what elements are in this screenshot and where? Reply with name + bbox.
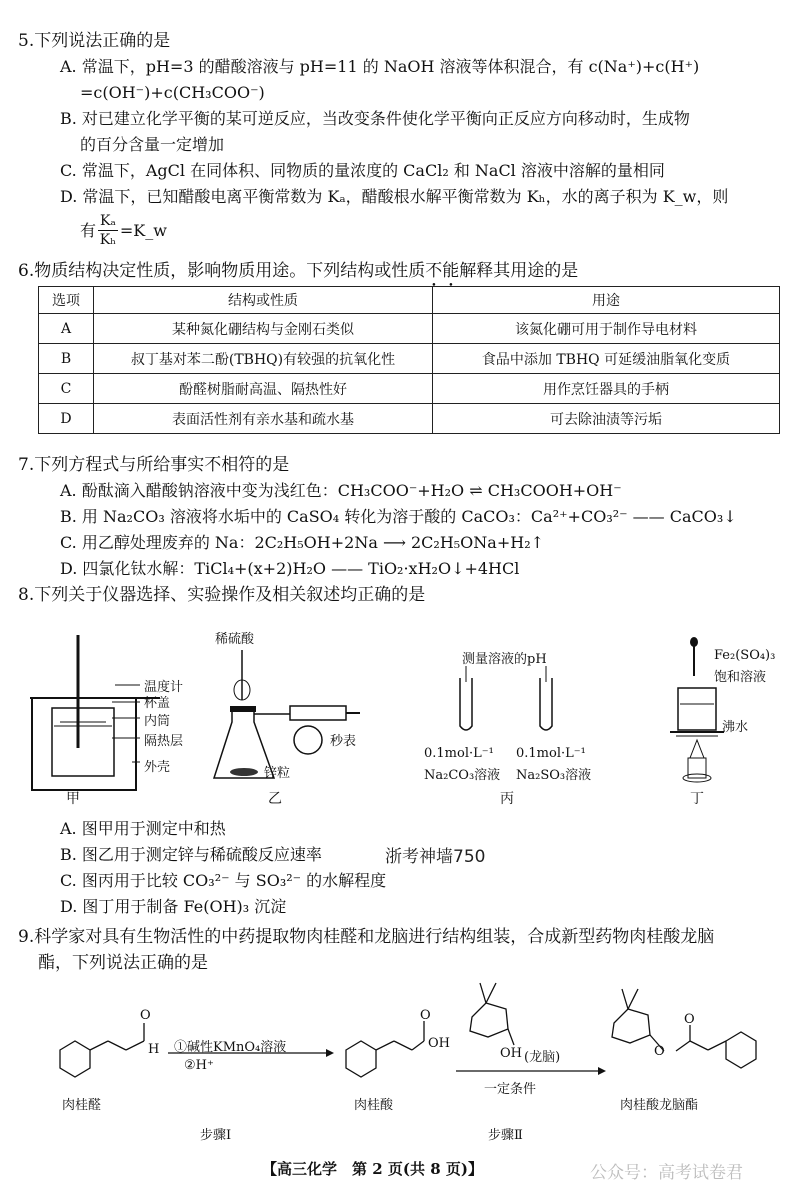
q6-table [38,286,780,434]
reagent-kmno4: ①碱性KMnO₄溶液 [174,1040,287,1055]
page-footer: 【高三化学 第 2 页(共 8 页)】 [262,1160,483,1178]
table-row [39,404,780,434]
figure-caption-yi: 乙 [268,791,282,807]
q7-stem: 7.下列方程式与所给事实不相符的是 [18,455,290,475]
thermometer-label: 温度计 [144,680,184,695]
right-tube-conc: 0.1mol·L⁻¹ [516,746,586,761]
figure-caption-bing: 丙 [500,791,514,807]
figure-caption-ding: 丁 [690,791,704,807]
reagent-acid: ②H⁺ [184,1058,214,1073]
q6-stem-emphasis: 不能 [425,261,460,281]
borneol-hydroxyl: OH [500,1046,522,1061]
fraction-denominator: Kₕ [99,232,117,248]
calorimeter-figure [20,630,200,810]
table-cell: 表面活性剂有亲水基和疏水基 [94,404,433,434]
q7-option-d: D. 四氯化钛水解：TiCl₄+(x+2)H₂O —— TiO₂·xH₂O↓+4HCl [60,559,520,578]
table-header: 选项 [39,287,94,314]
aldehyde-hydrogen: H [148,1042,160,1057]
step-two: 步骤Ⅱ [488,1128,523,1143]
ester-carbonyl-oxygen: O [684,1012,695,1027]
q5-option-d-formula [80,212,167,249]
compound-cinnamaldehyde: 肉桂醛 [62,1098,102,1113]
q5-option-b-cont: 的百分含量一定增加 [80,135,225,154]
table-cell: D [39,404,94,434]
insulation-label: 隔热层 [144,734,184,749]
footer-watermark: 公众号：高考试卷君 [590,1163,743,1183]
q7-option-a: A. 酚酞滴入醋酸钠溶液中变为浅红色：CH₃COO⁻+H₂O ⇌ CH₃COOH+OH⁻ [60,481,622,500]
q7-option-b: B. 用 Na₂CO₃ 溶液将水垢中的 CaSO₄ 转化为溶于酸的 CaCO₃：Ca²⁺+CO₃²⁻ —— CaCO₃↓ [60,507,737,526]
table-cell: 叔丁基对苯二酚(TBHQ)有较强的抗氧化性 [94,344,433,374]
table-cell: 酚醛树脂耐高温、隔热性好 [94,374,433,404]
q5-option-c: C. 常温下，AgCl 在同体积、同物质的量浓度的 CaCl₂ 和 NaCl 溶液中溶解的量相同 [60,161,665,180]
stopwatch-label: 秒表 [330,734,357,749]
q9-stem-cont: 酯，下列说法正确的是 [38,953,208,973]
q8-stem: 8.下列关于仪器选择、实验操作及相关叙述均正确的是 [18,585,426,605]
formula-prefix: 有 [80,220,97,240]
aldehyde-oxygen: O [140,1008,151,1023]
borneol-label: (龙脑) [524,1050,561,1065]
table-cell: 用作烹饪器具的手柄 [433,374,780,404]
table-cell: B [39,344,94,374]
left-tube-conc: 0.1mol·L⁻¹ [424,746,494,761]
table-header-row [39,287,780,314]
table-header: 结构或性质 [94,287,433,314]
q9-stem: 9.科学家对具有生物活性的中药提取物肉桂醛和龙脑进行结构组装，合成新型药物肉桂酸龙脑 [18,927,715,947]
fraction [98,212,118,249]
q8-option-a: A. 图甲用于测定中和热 [60,819,226,838]
q6-stem-pre: 6.物质结构决定性质，影响物质用途。下列结构或性质 [18,261,426,281]
right-tube-solution: Na₂SO₃溶液 [516,768,592,783]
q5-stem: 5.下列说法正确的是 [18,31,171,51]
fraction-numerator: Kₐ [100,213,116,229]
q5-option-d: D. 常温下，已知醋酸电离平衡常数为 Kₐ，醋酸根水解平衡常数为 Kₕ，水的离子积为 K_w，则 [60,187,729,206]
shell-label: 外壳 [144,760,171,775]
q7-option-c: C. 用乙醇处理废弃的 Na：2C₂H₅OH+2Na ⟶ 2C₂H₅ONa+H₂↑ [60,533,545,552]
left-tube-solution: Na₂CO₃溶液 [424,768,501,783]
ferric-sulfate-label: Fe₂(SO₄)₃ [714,648,776,663]
q5-option-a: A. 常温下，pH=3 的醋酸溶液与 pH=11 的 NaOH 溶液等体积混合，有 c(Na⁺)+c(H⁺) [60,57,700,76]
compound-ester: 肉桂酸龙脑酯 [620,1098,699,1113]
table-cell: A [39,314,94,344]
table-row [39,374,780,404]
q5-option-a-cont: =c(OH⁻)+c(CH₃COO⁻) [80,83,265,102]
q5-option-b: B. 对已建立化学平衡的某可逆反应，当改变条件使化学平衡向正反应方向移动时，生成物 [60,109,690,128]
compound-cinnamic-acid: 肉桂酸 [354,1098,394,1113]
figure-caption-jia: 甲 [66,791,80,807]
formula-suffix: =K_w [119,220,167,240]
step-one: 步骤Ⅰ [200,1128,232,1143]
table-cell: C [39,374,94,404]
watermark-text: 浙考神墙750 [385,847,486,867]
dilute-acid-label: 稀硫酸 [215,632,255,647]
acid-hydroxyl: OH [428,1036,450,1051]
inner-cylinder-label: 内筒 [144,714,171,729]
table-row [39,344,780,374]
saturated-solution-label: 饱和溶液 [714,670,767,685]
q8-option-d: D. 图丁用于制备 Fe(OH)₃ 沉淀 [60,897,287,916]
ester-oxygen: O [654,1044,665,1059]
lid-label: 杯盖 [144,696,171,711]
q6-stem-post: 解释其用途的是 [459,261,579,281]
table-row [39,314,780,344]
zinc-label: 锌粒 [264,766,291,781]
test-tubes-figure [440,660,580,740]
table-cell: 该氮化硼可用于制作导电材料 [433,314,780,344]
q8-option-c: C. 图丙用于比较 CO₃²⁻ 与 SO₃²⁻ 的水解程度 [60,871,387,890]
acid-oxygen: O [420,1008,431,1023]
reaction-condition: 一定条件 [484,1082,537,1097]
table-cell: 某种氮化硼结构与金刚石类似 [94,314,433,344]
table-header: 用途 [433,287,780,314]
table-cell: 食品中添加 TBHQ 可延缓油脂氧化变质 [433,344,780,374]
q8-option-b: B. 图乙用于测定锌与稀硫酸反应速率 [60,845,322,864]
ph-measure-title: 测量溶液的pH [462,652,547,667]
table-cell: 可去除油渍等污垢 [433,404,780,434]
boiling-water-label: 沸水 [722,720,749,735]
